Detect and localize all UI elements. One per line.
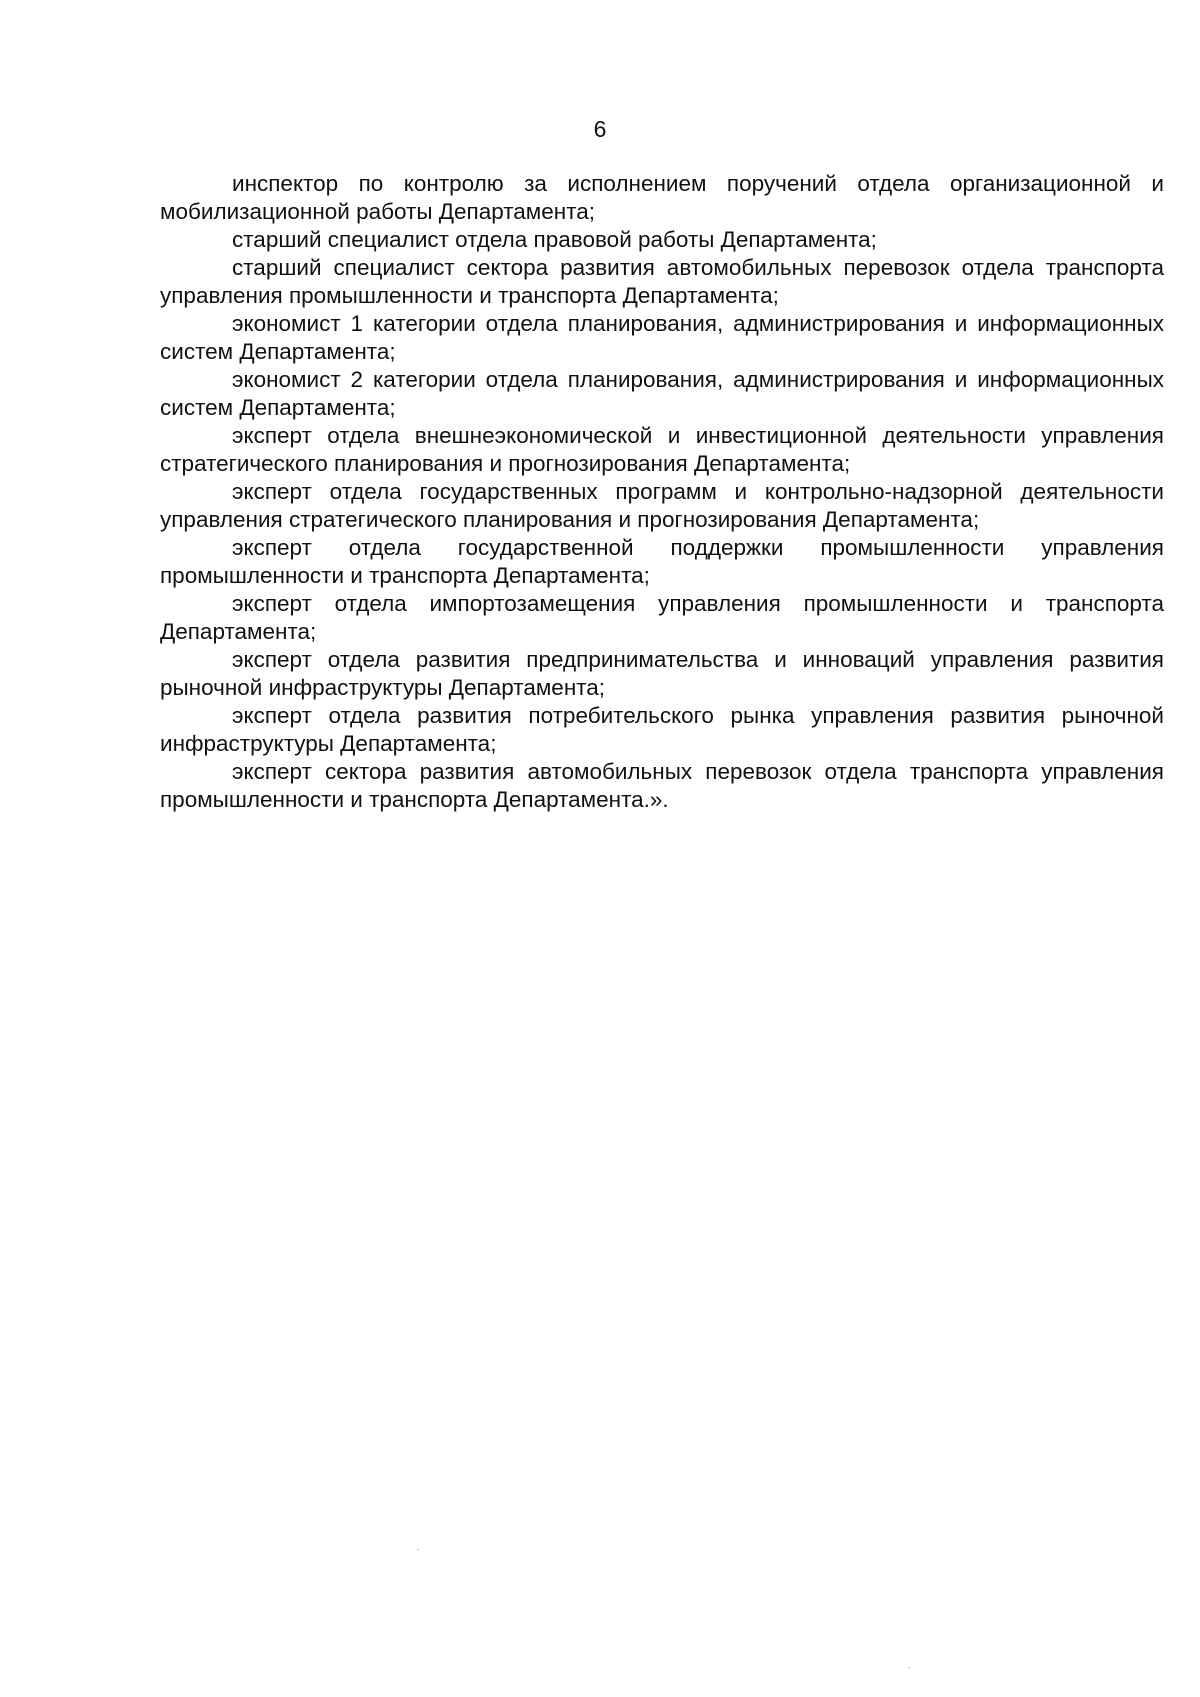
page-number: 6 [593, 116, 607, 142]
list-item: эксперт отдела развития предпринимательства и инноваций управления развития рыночной инфраструктуры Департамента; [160, 647, 1164, 700]
list-item: эксперт сектора развития автомобильных перевозок отдела транспорта управления промышленности и транспорта Департамента.». [160, 759, 1164, 812]
list-item: эксперт отдела внешнеэкономической и инвестиционной деятельности управления стратегического планирования и прогнозирования Департамента; [160, 423, 1164, 476]
position-list [160, 170, 1164, 814]
scan-speck [417, 1549, 419, 1550]
list-item: экономист 2 категории отдела планирования, администрирования и информационных систем Департамента; [160, 367, 1164, 420]
list-item: экономист 1 категории отдела планирования, администрирования и информационных систем Департамента; [160, 311, 1164, 364]
list-item: эксперт отдела государственных программ и контрольно-надзорной деятельности управления стратегического планирования и прогнозирования Департамента; [160, 479, 1164, 532]
list-item: эксперт отдела развития потребительского рынка управления развития рыночной инфраструктуры Департамента; [160, 703, 1164, 756]
list-item: эксперт отдела импортозамещения управления промышленности и транспорта Департамента; [160, 591, 1164, 644]
scan-speck [908, 1667, 910, 1668]
list-item: эксперт отдела государственной поддержки промышленности управления промышленности и транспорта Департамента; [160, 535, 1164, 588]
list-item: старший специалист сектора развития автомобильных перевозок отдела транспорта управления промышленности и транспорта Департамента; [160, 255, 1164, 308]
list-item: старший специалист отдела правовой работы Департамента; [232, 227, 877, 252]
list-item: инспектор по контролю за исполнением поручений отдела организационной и мобилизационной работы Департамента; [160, 171, 1164, 224]
